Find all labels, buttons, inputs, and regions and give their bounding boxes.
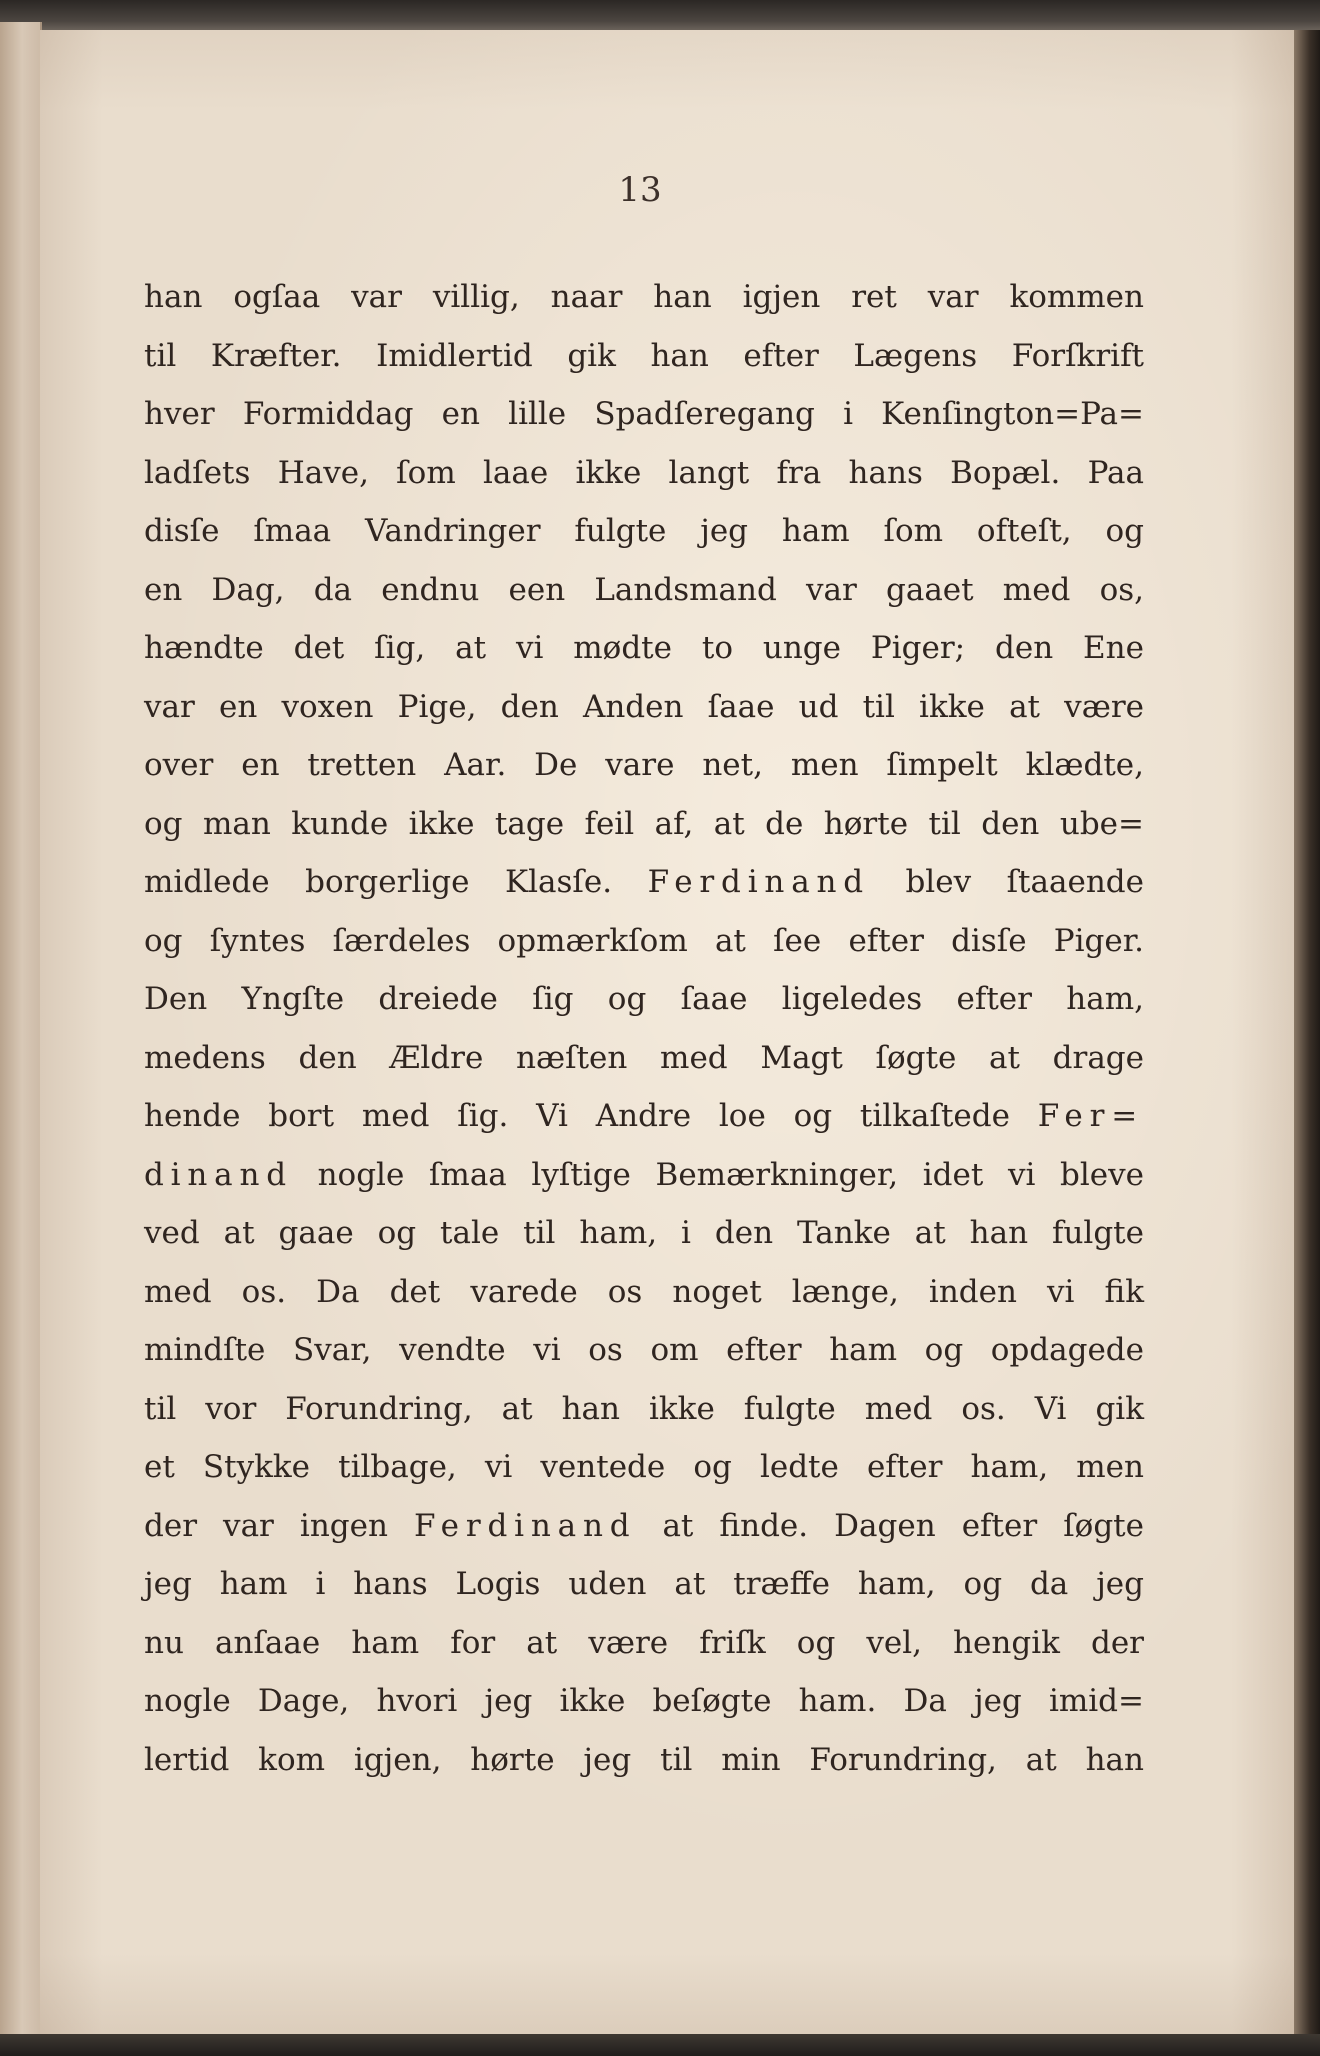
book-top-edge — [0, 0, 1320, 30]
text-line: og man kunde ikke tage feil af, at de hørte til den ube= — [144, 805, 1144, 842]
text-line: midlede borgerlige Klasſe. Ferdinand blev ſtaaende — [144, 864, 1144, 900]
text-line: mindſte Svar, vendte vi os om efter ham og opdagede — [144, 1332, 1144, 1368]
text-line: dinand nogle ſmaa lyſtige Bemærkninger, idet vi bleve — [144, 1156, 1144, 1193]
text-line: nu anſaae ham for at være friſk og vel, hengik der — [144, 1624, 1144, 1661]
emphasized-name: Ferdinand — [414, 1507, 637, 1544]
text-line: der var ingen Ferdinand at finde. Dagen efter ſøgte — [144, 1507, 1144, 1544]
text-line: til vor Forundring, at han ikke fulgte med os. Vi gik — [144, 1390, 1144, 1427]
text-line: nogle Dage, hvori jeg ikke beſøgte ham. Da jeg imid= — [144, 1683, 1144, 1719]
text-line: hver Formiddag en lille Spadſeregang i Kenſington=Pa= — [144, 396, 1144, 432]
text-line: ved at gaae og tale til ham, i den Tanke at han fulgte — [144, 1215, 1144, 1251]
text-line: med os. Da det varede os noget længe, inden vi fik — [144, 1273, 1144, 1310]
text-line: han ogſaa var villig, naar han igjen ret var kommen — [144, 279, 1144, 315]
text-line: jeg ham i hans Logis uden at træffe ham, og da jeg — [144, 1566, 1144, 1602]
text-line: til Kræfter. Imidlertid gik han efter Lægens Forſkrift — [144, 337, 1144, 374]
text-line: medens den Ældre næſten med Magt ſøgte at drage — [144, 1039, 1144, 1076]
text-line: disſe ſmaa Vandringer fulgte jeg ham ſom ofteſt, og — [144, 513, 1144, 549]
emphasized-name: Fer= — [1037, 1098, 1144, 1134]
text-line: hende bort med ſig. Vi Andre loe og tilkaſtede Fer= — [144, 1098, 1144, 1134]
emphasized-name: Ferdinand — [647, 864, 870, 900]
text-line: ladſets Have, ſom laae ikke langt fra hans Bopæl. Paa — [144, 454, 1144, 491]
text-line: et Stykke tilbage, vi ventede og ledte efter ham, men — [144, 1449, 1144, 1485]
book-bottom-edge — [0, 2034, 1320, 2056]
text-line: en Dag, da endnu een Landsmand var gaaet med os, — [144, 571, 1144, 608]
page-number: 13 — [618, 170, 662, 210]
text-line: lertid kom igjen, hørte jeg til min Forundring, at han — [144, 1741, 1144, 1778]
text-line: hændte det ſig, at vi mødte to unge Piger; den Ene — [144, 630, 1144, 666]
text-line: over en tretten Aar. De vare net, men ſimpelt klædte, — [144, 747, 1144, 783]
text-line: var en voxen Pige, den Anden ſaae ud til ikke at være — [144, 688, 1144, 725]
book-page — [40, 30, 1294, 2034]
text-line: og ſyntes ſærdeles opmærkſom at ſee efter disſe Piger. — [144, 922, 1144, 959]
adjacent-page-edge — [0, 22, 42, 2034]
book-right-edge — [1294, 30, 1320, 2034]
body-text — [144, 268, 1144, 1789]
emphasized-name: dinand — [144, 1156, 293, 1193]
text-line: Den Yngſte dreiede ſig og ſaae ligeledes efter ham, — [144, 981, 1144, 1017]
